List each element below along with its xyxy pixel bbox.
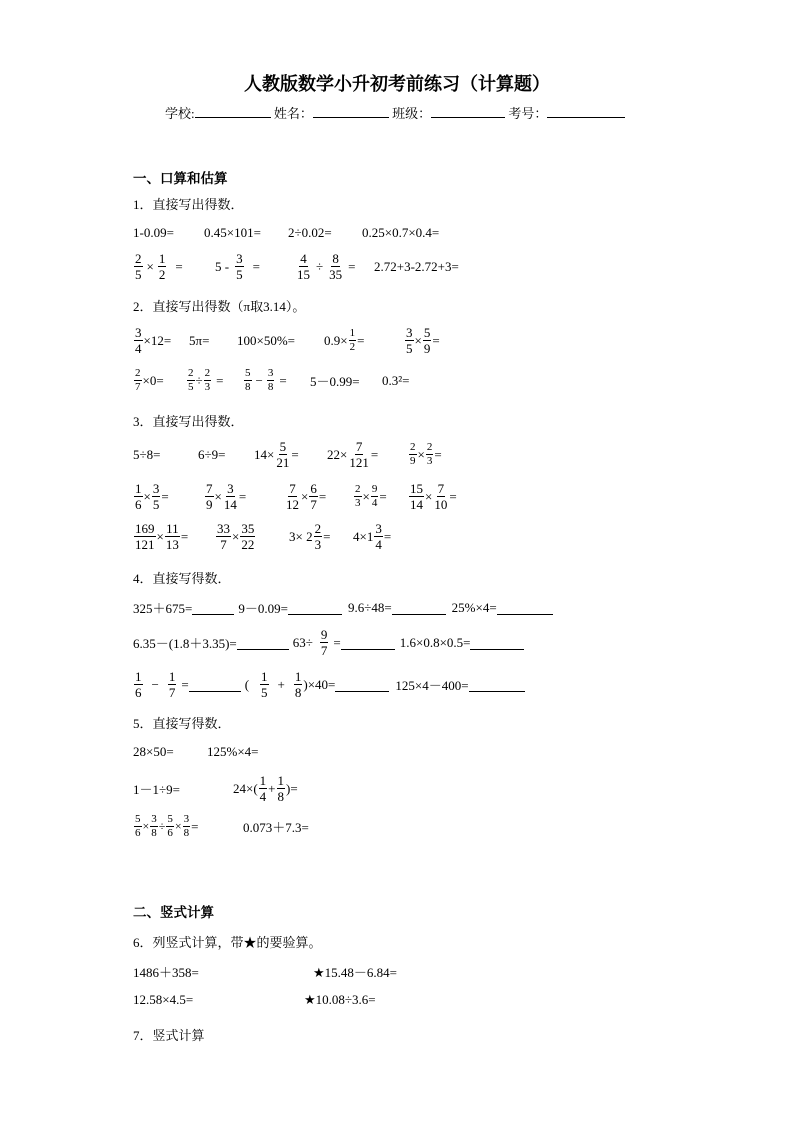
answer-blank[interactable]	[189, 677, 241, 692]
q1-e: $\frac{2}{5}$ × $\frac{1}{2}$ =	[135, 251, 183, 282]
q6-a: 1486＋358=	[133, 965, 199, 980]
fraction: $\frac{3}{8}$	[183, 813, 190, 839]
q4-f: 63÷ $\frac{9}{7}$ =	[293, 628, 395, 657]
fraction: $\frac{5}{21}$	[276, 439, 290, 470]
q4-i: ( $\frac{1}{5}$ + $\frac{1}{8}$ )×40=	[245, 670, 390, 699]
q3-h: $\frac{7}{12}$ × $\frac{6}{7}$ =	[286, 481, 327, 512]
q3-e: $\frac{2}{9}$ × $\frac{2}{3}$ =	[410, 441, 442, 467]
q1-row-1	[133, 225, 439, 241]
fraction: $\frac{1}{8}$	[294, 669, 302, 700]
fraction: $\frac{2}{7}$	[135, 367, 141, 393]
fraction: $\frac{7}{9}$	[206, 481, 213, 512]
school-label: 学校:	[165, 106, 195, 121]
q3-o: 4×1 $\frac{3}{4}$ =	[353, 521, 392, 552]
fraction: $\frac{3}{5}$	[406, 325, 413, 356]
answer-blank[interactable]	[335, 677, 389, 692]
q1-g: $\frac{4}{15}$ ÷ $\frac{8}{35}$ =	[297, 251, 356, 282]
section-heading: 二、竖式计算	[133, 905, 214, 920]
q2-g: $\frac{2}{5}$ ÷ $\frac{2}{3}$ =	[188, 367, 224, 393]
page-title: 人教版数学小升初考前练习（计算题）	[244, 74, 550, 94]
name-label: 姓名：	[273, 106, 313, 121]
fraction: $\frac{2}{3}$	[355, 483, 361, 509]
q2-h: $\frac{5}{8}$ − $\frac{3}{8}$ =	[245, 367, 287, 393]
q4-b: 9－0.09=	[238, 598, 342, 617]
q3-g: $\frac{7}{9}$ × $\frac{3}{14}$ =	[206, 481, 247, 512]
question-4: 4．直接写得数．	[133, 571, 231, 586]
fraction: $\frac{1}{6}$	[135, 481, 142, 512]
answer-blank[interactable]	[497, 600, 553, 615]
q3-k: $\frac{169}{121}$ × $\frac{11}{13}$ =	[135, 521, 189, 552]
q3-m: 3× 2 $\frac{2}{3}$ =	[289, 521, 331, 552]
q1-f: 5 - $\frac{3}{5}$ =	[215, 251, 260, 282]
q2-a: $\frac{3}{4}$ ×12=	[135, 325, 172, 356]
q1-h: 2.72+3-2.72+3=	[374, 258, 459, 274]
q2-j: 0.3²=	[382, 372, 410, 388]
fraction: $\frac{2}{5}$	[135, 251, 142, 282]
fraction: $\frac{3}{5}$	[236, 251, 243, 282]
fraction: $\frac{3}{5}$	[152, 481, 160, 512]
answer-blank[interactable]	[237, 635, 289, 650]
answer-blank[interactable]	[470, 635, 524, 650]
question-7: 7．竖式计算	[133, 1028, 205, 1043]
fraction: $\frac{7}{121}$	[349, 439, 369, 470]
q3-row-1	[133, 440, 442, 469]
question-3: 3．直接写出得数．	[133, 414, 244, 429]
answer-blank[interactable]	[341, 635, 395, 650]
number-label: 考号：	[508, 106, 548, 121]
fraction: $\frac{1}{7}$	[168, 669, 176, 700]
answer-blank[interactable]	[192, 600, 234, 615]
q1-row-2	[133, 252, 459, 281]
fraction: $\frac{2}{9}$	[410, 441, 416, 467]
q5-f: 0.073＋7.3=	[243, 820, 309, 835]
question-5: 5．直接写得数．	[133, 716, 231, 731]
fraction: $\frac{1}{6}$	[135, 669, 142, 700]
q2-f: $\frac{2}{7}$ ×0=	[135, 367, 164, 393]
fraction: $\frac{11}{13}$	[165, 521, 179, 552]
fraction: $\frac{1}{2}$	[349, 327, 356, 353]
class-blank[interactable]	[431, 105, 505, 118]
fraction: $\frac{9}{4}$	[371, 483, 378, 509]
fraction: $\frac{33}{7}$	[217, 521, 230, 552]
q3-l: $\frac{33}{7}$ × $\frac{35}{22}$	[217, 521, 255, 552]
number-blank[interactable]	[547, 105, 625, 118]
fraction: $\frac{2}{3}$	[204, 367, 211, 393]
q6-row-1	[133, 962, 397, 981]
q2-row-1	[133, 326, 440, 355]
section-heading: 一、口算和估算	[133, 171, 228, 186]
q4-e: 6.35－(1.8＋3.35)=	[133, 633, 289, 652]
q3-i: $\frac{2}{3}$ × $\frac{9}{4}$ =	[355, 483, 387, 509]
fraction: $\frac{35}{22}$	[241, 521, 255, 552]
q1-a: 1-0.09=	[133, 225, 174, 240]
q2-c: 100×50%=	[237, 332, 295, 348]
school-blank[interactable]	[195, 105, 271, 118]
fraction: $\frac{6}{7}$	[310, 481, 317, 512]
fraction: $\frac{15}{14}$	[410, 481, 423, 512]
fraction: $\frac{3}{14}$	[223, 481, 237, 512]
q4-row-1	[133, 598, 553, 617]
q4-h: $\frac{1}{6}$ − $\frac{1}{7}$ =	[133, 670, 241, 699]
q1-b: 0.45×101=	[204, 225, 261, 240]
q3-j: $\frac{15}{14}$ × $\frac{7}{10}$ =	[410, 481, 457, 512]
fraction: $\frac{1}{8}$	[277, 773, 285, 804]
fraction: $\frac{1}{4}$	[259, 773, 267, 804]
q4-a: 325＋675=	[133, 598, 234, 617]
q5-row-3	[133, 814, 309, 839]
question-1: 1．直接写出得数．	[133, 197, 244, 212]
fraction: $\frac{7}{10}$	[434, 481, 448, 512]
fraction: $\frac{3}{8}$	[267, 367, 274, 393]
q4-g: 1.6×0.8×0.5=	[400, 635, 525, 651]
student-info-line	[165, 103, 625, 122]
q5-e: $\frac{5}{6}$ × $\frac{3}{8}$ ÷ $\frac{5}{6}$ × $\frac{3}{8}$ =	[135, 813, 199, 839]
answer-blank[interactable]	[288, 600, 342, 615]
q5-c: 1－1÷9=	[133, 782, 180, 797]
question-6: 6．列竖式计算，带★的要验算。	[133, 935, 322, 950]
q4-j: 125×4－400=	[395, 675, 524, 694]
q6-b: ★15.48－6.84=	[313, 965, 397, 980]
fraction: $\frac{5}{6}$	[135, 813, 141, 839]
q5-d: 24×( $\frac{1}{4}$ + $\frac{1}{8}$ )=	[233, 773, 298, 804]
q3-b: 6÷9=	[198, 446, 226, 462]
q5-row-2	[133, 774, 298, 803]
q3-f: $\frac{1}{6}$ × $\frac{3}{5}$ =	[135, 481, 169, 512]
fraction: $\frac{3}{8}$	[151, 813, 157, 839]
q6-d: ★10.08÷3.6=	[304, 992, 376, 1007]
fraction: $\frac{2}{3}$	[314, 521, 322, 552]
q2-e: $\frac{3}{5}$ × $\frac{5}{9}$ =	[406, 325, 440, 356]
q3-row-3	[133, 522, 391, 551]
q1-c: 2÷0.02=	[288, 225, 332, 240]
q3-c: 14× $\frac{5}{21}$ =	[254, 439, 299, 470]
fraction: $\frac{3}{4}$	[135, 325, 142, 356]
fraction: $\frac{169}{121}$	[135, 521, 155, 552]
q4-row-2	[133, 628, 524, 657]
fraction: $\frac{9}{7}$	[320, 627, 328, 658]
fraction: $\frac{2}{5}$	[188, 367, 194, 393]
fraction: $\frac{8}{35}$	[329, 251, 343, 282]
fraction: $\frac{7}{12}$	[286, 481, 299, 512]
q3-a: 5÷8=	[133, 446, 161, 462]
answer-blank[interactable]	[469, 677, 525, 692]
q4-row-3	[133, 670, 525, 699]
fraction: $\frac{3}{4}$	[375, 521, 382, 552]
q6-row-2	[133, 992, 376, 1008]
fraction: $\frac{1}{2}$	[158, 251, 166, 282]
q6-c: 12.58×4.5=	[133, 992, 194, 1007]
answer-blank[interactable]	[392, 600, 446, 615]
q2-row-2	[133, 368, 409, 393]
q2-b: 5π=	[189, 332, 210, 348]
fraction: $\frac{5}{8}$	[245, 367, 251, 393]
q1-d: 0.25×0.7×0.4=	[362, 225, 440, 240]
q2-d: 0.9× $\frac{1}{2}$ =	[324, 327, 365, 353]
fraction: $\frac{1}{5}$	[261, 669, 268, 700]
fraction: $\frac{2}{3}$	[426, 441, 433, 467]
question-2: 2．直接写出得数（π取3.14）。	[133, 299, 306, 314]
q4-c: 9.6÷48=	[348, 600, 446, 616]
class-label: 班级：	[392, 106, 432, 121]
fraction: $\frac{5}{9}$	[423, 325, 431, 356]
q5-row-1	[133, 744, 259, 760]
q5-a: 28×50=	[133, 744, 174, 759]
q3-row-2	[133, 482, 457, 511]
q2-i: 5－0.99=	[310, 374, 360, 389]
fraction: $\frac{5}{6}$	[167, 813, 173, 839]
q5-b: 125%×4=	[207, 744, 259, 759]
q4-d: 25%×4=	[452, 600, 553, 616]
name-blank[interactable]	[313, 105, 389, 118]
fraction: $\frac{4}{15}$	[297, 251, 310, 282]
q3-d: 22× $\frac{7}{121}$ =	[327, 439, 379, 470]
